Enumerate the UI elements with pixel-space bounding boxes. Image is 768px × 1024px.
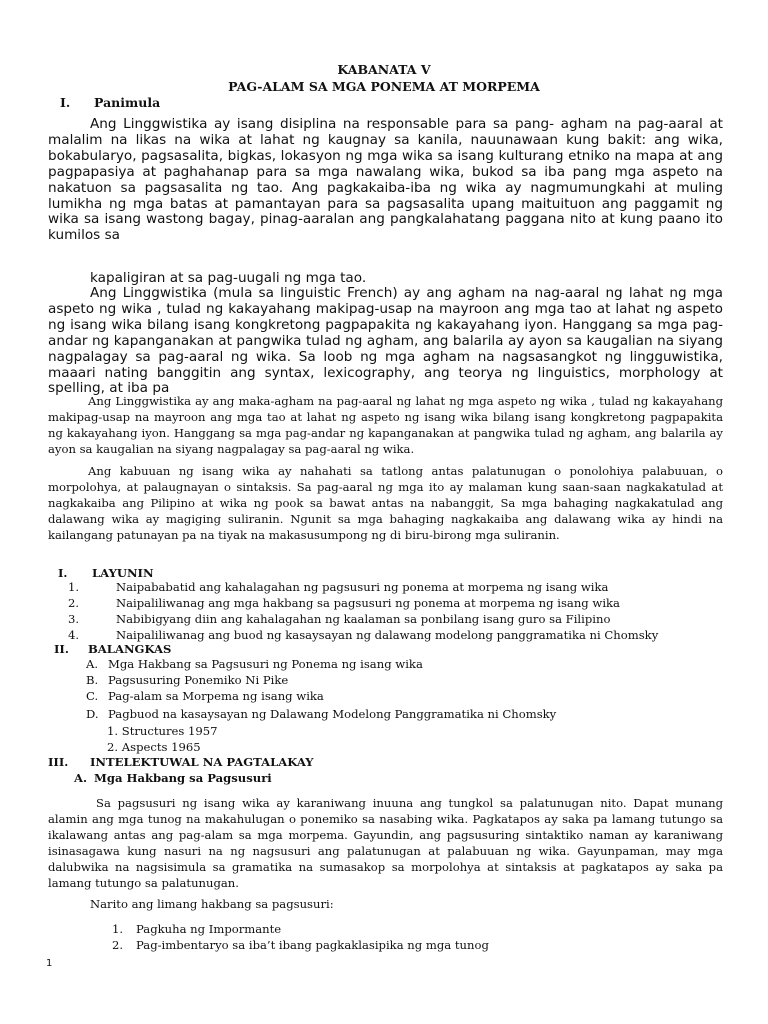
intro-paragraph-2: Ang Linggwistika (mula sa linguistic French) ay ang agham na nag-aaral ng lahat ng mga aspeto ng wika , tulad ng kakayahang makipag-usap na mayroon ang mga tao at lahat ng aspeto ng isang wika bilang isang kongkretong pagpapakita ng kakayahang iyon. Hanggang sa mga pag-andar ng kapanganakan at pangwika tulad ng agham, ang balarila ay ayon sa kaugalian na siyang nagpalagay sa pag-aaral ng wika. Sa loob ng mga agham na nagsasangkot ng lingguwistika, maaari nating banggitin ang syntax, lexicography, ang teorya ng linguistics, morphology at spelling, at iba pa	[48, 285, 723, 397]
section-numeral: I.	[60, 95, 71, 110]
analysis-paragraph: Sa pagsusuri ng isang wika ay karaniwang inuuna ang tungkol sa palatunugan nito. Dapat munang alamin ang mga tunog na makahulugan o ponemiko sa nasabing wika. Pagkatapos ay saka pa lamang tutungo sa ikalawang antas ang pag-alam sa mga morpema. Gayundin, ang pagsusuring sintaktiko naman ay karaniwang isinasagawa kung nasuri na ng nagsusuri ang palatunugan at palabuuan ng wika. Gayunpaman, may mga dalubwika na nagsisimula sa gramatika na sumasakop sa morpolohya at sintaksis at pagkatapos ay saka pa lamang tutungo sa palatunugan.	[48, 796, 723, 890]
section-label: BALANGKAS	[88, 642, 172, 656]
chapter-title: KABANATA V	[337, 62, 431, 77]
balangkas-sub-list	[107, 724, 218, 756]
chapter-subtitle: PAG-ALAM SA MGA PONEMA AT MORPEMA	[228, 79, 540, 94]
section-heading-panimula	[60, 95, 161, 110]
subsection-heading	[74, 771, 272, 785]
subsection-label: Mga Hakbang sa Pagsusuri	[94, 771, 272, 785]
section-heading-intelektuwal	[48, 755, 314, 769]
section-label: INTELEKTUWAL NA PAGTALAKAY	[90, 755, 314, 769]
intro-paragraph-3: Ang Linggwistika ay ang maka-agham na pag-aaral ng lahat ng mga aspeto ng wika , tulad ng kakayahang makipag-usap na mayroon ang mga tao at lahat ng aspeto ng isang wika bilang isang kongkretong pagpapakita ng kakayahang iyon. Hanggang sa mga pag-andar ng kapanganakan at pangwika tulad ng agham, ang balarila ay ayon sa kaugalian na siyang nagpalagay sa pag-aaral ng wika.	[48, 394, 723, 456]
steps-intro: Narito ang limang hakbang sa pagsusuri:	[90, 897, 334, 911]
list-item: 2. Aspects 1965	[107, 740, 201, 754]
document-page: KABANATA V PAG-ALAM SA MGA PONEMA AT MORPEMA I. Panimula Ang Linggwistika ay isang disiplina na responsable para sa pang- agham na pag-aaral at malalim na likas na wika at lahat ng kaugnay sa kanila, nauunawaan kung bakit: ang wika, bokabularyo, pagsasalita, bigkas, lokasyon ng mga wika sa isang kulturang etniko na mapa at ang pagpapasiya at paghahanap para sa mga nawalang wika, bukod sa iba pang mga aspeto na nakatuon sa pagsasalita ng tao. Ang pagkakaiba-iba ng wika ay nagmumungkahi at muling lumikha ng mga batas at pamantayan para sa pagsasalita upang maituituon ang paggamit ng wika sa isang wastong bagay, pinag-aaralan ang pangkalahatang paggana nito at kung paano ito kumilos sa kapaligiran at sa pag-uugali ng mga tao. Ang Linggwistika (mula sa linguistic French) ay ang agham na nag-aaral ng lahat ng mga aspeto ng wika , tulad ng kakayahang makipag-usap na mayroon ang mga tao at lahat ng aspeto ng isang wika bilang isang kongkretong pagpapakita ng kakayahang iyon. Hanggang sa mga pag-andar ng kapanganakan at pangwika tulad ng agham, ang balarila ay ayon sa kaugalian na siyang nagpalagay sa pag-aaral ng wika. Sa loob ng mga agham na nagsasangkot ng lingguwistika, maaari nating banggitin ang syntax, lexicography, ang teorya ng linguistics, morphology at spelling, at iba pa Ang Linggwistika ay ang maka-agham na pag-aaral ng lahat ng mga aspeto ng wika , tulad ng kakayahang makipag-usap na mayroon ang mga tao at lahat ng aspeto ng isang wika bilang isang kongkretong pagpapakita ng kakayahang iyon. Hanggang sa mga pag-andar ng kapanganakan at pangwika tulad ng agham, ang balarila ay ayon sa kaugalian na siyang nagpalagay sa pag-aaral ng wika. Ang kabuuan ng isang wika ay nahahati sa tatlong antas palatunugan o ponolohiya palabuuan, o morpolohya, at palaugnayan o sintaksis. Sa pag-aaral ng mga ito ay malaman kung saan-saan nagkakatulad at nagkakaiba ang Pilipino at wika ng pook sa bawat antas na nabanggit, Sa mga bahaging nagkakatulad ang dalawang wika ay magiging suliranin. Ngunit sa mga bahaging nagkakaiba ang dalawang wika ay hindi na kailangang patunayan pa na tiyak na makasusumpong ng di biru-birong mga suliranin. I. LAYUNIN 1. Naipababatid ang kahalagahan ng pagsusuri ng ponema at morpema ng isang wika 2. Naipaliliwanag ang mga hakbang sa pagsusuri ng ponema at morpema ng isang wika 3. Nabibigyang diin ang kahalagahan ng kaalaman sa ponbilang isang guro sa Filipino 4. Naipaliliwanag ang buod ng kasaysayan ng dalawang modelong panggramatika ni Chomsky II. BALANGKAS A. Mga Hakbang sa Pagsusuri ng Ponema ng isang wika B. Pagsusuring Ponemiko Ni Pike C. Pag-alam sa Morpema ng isang wika D. Pagbuod na kasaysayan ng Dalawang Modelong Panggramatika ni Chomsky 1. Structures 1957 2. Aspects 1965 III. INTELEKTUWAL NA PAGTALAKAY A. Mga Hakbang sa Pagsusuri Sa pagsusuri ng isang wika ay karaniwang inuuna ang tungkol sa palatunugan nito. Dapat munang alamin ang mga tunog na makahulugan o ponemiko sa nasabing wika. Pagkatapos ay saka pa lamang tutungo sa ikalawang antas ang pag-alam sa mga morpema. Gayundin, ang pagsusuring sintaktiko naman ay karaniwang isinasagawa kung nasuri na ng nagsusuri ang palatunugan at palabuuan ng wika. Gayunpaman, may mga dalubwika na nagsisimula sa gramatika na sumasakop sa morpolohya at sintaksis at pagkatapos ay saka pa lamang tutungo sa palatunugan. Narito ang limang hakbang sa pagsusuri: 1. Pagkuha ng Impormante 2. Pag-imbentaryo sa iba’t ibang pagkaklasipika ng mga tunog 1	[0, 0, 768, 1024]
section-numeral: III.	[48, 755, 69, 769]
section-heading-layunin	[58, 566, 154, 580]
section-heading-balangkas	[54, 642, 171, 656]
page-number: 1	[46, 958, 53, 969]
intro-paragraph-1: Ang Linggwistika ay isang disiplina na responsable para sa pang- agham na pag-aaral at malalim na likas na wika at lahat ng kaugnay sa kanila, nauunawaan kung bakit: ang wika, bokabularyo, pagsasalita, bigkas, lokasyon ng mga wika sa isang kulturang etniko na mapa at ang pagpapasiya at paghahanap para sa mga nawalang wika, bukod sa iba pang mga aspeto na nakatuon sa pagsasalita ng tao. Ang pagkakaiba-iba ng wika ay nagmumungkahi at muling lumikha ng mga batas at pamantayan para sa pagsasalita upang maituituon ang paggamit ng wika sa isang wastong bagay, pinag-aaralan ang pangkalahatang paggana nito at kung paano ito kumilos sa	[48, 116, 723, 244]
section-label: LAYUNIN	[92, 566, 154, 580]
intro-paragraph-1-continuation: kapaligiran at sa pag-uugali ng mga tao.	[90, 270, 367, 286]
section-numeral: II.	[54, 642, 69, 656]
section-label: Panimula	[94, 95, 161, 110]
list-item: 1. Structures 1957	[107, 724, 218, 738]
intro-paragraph-4: Ang kabuuan ng isang wika ay nahahati sa tatlong antas palatunugan o ponolohiya palabuuan, o morpolohya, at palaugnayan o sintaksis. Sa pag-aaral ng mga ito ay malaman kung saan-saan nagkakatulad at nagkakaiba ang Pilipino at wika ng pook sa bawat antas na nabanggit, Sa mga bahaging nagkakatulad ang dalawang wika ay magiging suliranin. Ngunit sa mga bahaging nagkakaiba ang dalawang wika ay hindi na kailangang patunayan pa na tiyak na makasusumpong ng di biru-birong mga suliranin.	[48, 464, 723, 542]
section-numeral: I.	[58, 566, 68, 580]
subsection-letter: A.	[74, 771, 88, 785]
